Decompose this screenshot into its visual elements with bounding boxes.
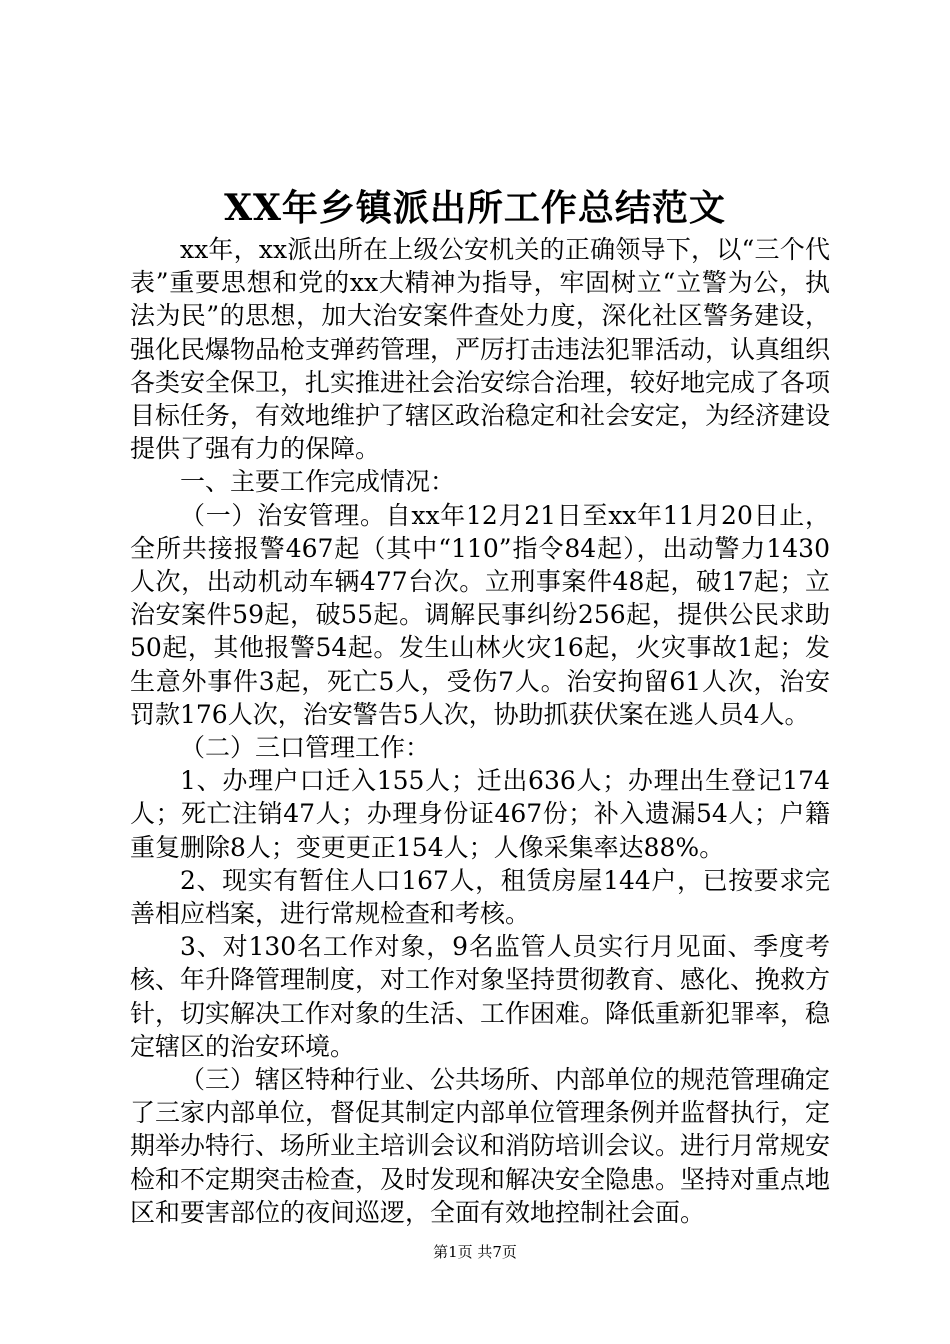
paragraph-temporary-residents: 2、现实有暂住人口167人，租赁房屋144户，已按要求完善相应档案，进行常规检查和考核。 — [130, 865, 830, 929]
paragraph-work-targets: 3、对130名工作对象，9名监管人员实行月见面、季度考核、年升降管理制度，对工作对象坚持贯彻教育、感化、挽救方针，切实解决工作对象的生活、工作困难。降低重新犯罪率，稳定辖区的治安环境。 — [130, 932, 831, 1061]
paragraph-household: 1、办理户口迁入155人；迁出636人；办理出生登记174人；死亡注销47人；办理身份证467份；补入遗漏54人；户籍重复删除8人；变更更正154人；人像采集率达88%。 — [130, 766, 830, 862]
paragraph-special-industries: （三）辖区特种行业、公共场所、内部单位的规范管理确定了三家内部单位，督促其制定内部单位管理条例并监督执行，定期举办特行、场所业主培训会议和消防培训会议。进行月常规安检和不定期突击检查，及时发现和解决安全隐患。坚持对重点地区和要害部位的夜间巡逻，全面有效地控制社会面。 — [130, 1065, 831, 1227]
paragraph-public-security: （一）治安管理。自xx年12月21日至xx年11月20日止，全所共接报警467起（其中“110”指令84起），出动警力1430人次，出动机动车辆477台次。立刑事案件48起，破17起；立治安案件59起，破55起。调解民事纠纷256起，提供公民求助50起，其他报警54起。发生山林火灾16起，火灾事故1起；发生意外事件3起，死亡5人，受伤7人。治安拘留61人次，治安罚款176人次，治安警告5人次，协助抓获伏案在逃人员4人。 — [130, 500, 830, 729]
paragraph-intro: xx年，xx派出所在上级公安机关的正确领导下，以“三个代表”重要思想和党的xx大精神为指导，牢固树立“立警为公，执法为民”的思想，加大治安案件查处力度，深化社区警务建设，强化民爆物品枪支弹药管理，严厉打击违法犯罪活动，认真组织各类安全保卫，扎实推进社会治安综合治理，较好地完成了各项目标任务，有效地维护了辖区政治稳定和社会安定，为经济建设提供了强有力的保障。 — [130, 235, 831, 464]
heading-three-management: （二）三口管理工作： — [180, 733, 431, 763]
page-number-footer: 第1页 共7页 — [433, 1243, 517, 1261]
heading-main-work: 一、主要工作完成情况： — [180, 467, 456, 497]
document-title: XX年乡镇派出所工作总结范文 — [224, 187, 726, 229]
document-body — [130, 233, 830, 1229]
